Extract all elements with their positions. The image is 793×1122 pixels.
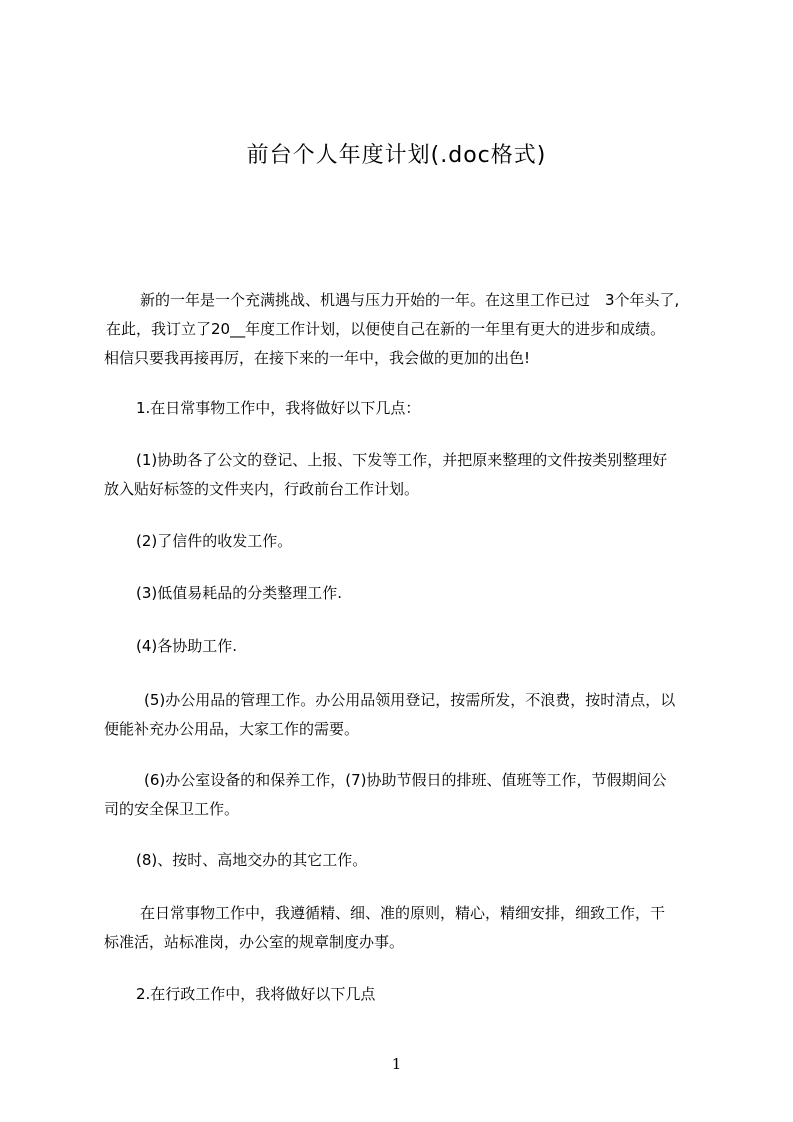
paragraph-line: (2)了信件的收发工作。 <box>136 532 293 550</box>
paragraph-line: 司的安全保卫工作。 <box>104 800 240 818</box>
paragraph-item-6-7 <box>104 766 708 824</box>
paragraph-summary <box>104 899 708 957</box>
section-heading-2 <box>104 980 708 1009</box>
paragraph-line: (3)低值易耗品的分类整理工作. <box>136 584 343 602</box>
section-heading-1 <box>104 394 708 423</box>
paragraph-line: 相信只要我再接再厉，在接下来的一年中，我会做的更加的出色! <box>104 349 531 367</box>
paragraph-line: 在此，我订立了20__年度工作计划，以便使自己在新的一年里有更大的进步和成绩。 <box>106 320 666 338</box>
paragraph-line: 2.在行政工作中，我将做好以下几点 <box>136 985 376 1003</box>
paragraph-item-8 <box>104 846 708 875</box>
paragraph-line: (8)、按时、高地交办的其它工作。 <box>136 851 368 869</box>
page-number: 1 <box>391 1055 402 1073</box>
paragraph-line: 1.在日常事物工作中，我将做好以下几点： <box>136 399 421 417</box>
paragraph-item-1 <box>104 446 708 504</box>
paragraph-line: 新的一年是一个充满挑战、机遇与压力开始的一年。在这里工作已过 3个年头了, <box>140 291 680 309</box>
paragraph-item-4 <box>104 632 708 661</box>
paragraph-intro <box>104 286 708 373</box>
paragraph-item-5 <box>104 686 708 744</box>
paragraph-line: (1)协助各了公文的登记、上报、下发等工作，并把原来整理的文件按类别整理好 <box>136 451 668 469</box>
paragraph-item-3 <box>104 579 708 608</box>
paragraph-line: (6)办公室设备的和保养工作，(7)协助节假日的排班、值班等工作，节假期间公 <box>144 771 667 789</box>
paragraph-line: (4)各协助工作. <box>136 637 238 655</box>
paragraph-line: 标准活，站标准岗，办公室的规章制度办事。 <box>104 933 405 951</box>
paragraph-item-2 <box>104 527 708 556</box>
document-title: 前台个人年度计划(.doc格式) <box>246 143 547 168</box>
paragraph-line: (5)办公用品的管理工作。办公用品领用登记，按需所发，不浪费，按时清点，以 <box>144 691 676 709</box>
paragraph-line: 放入贴好标签的文件夹内，行政前台工作计划。 <box>104 480 420 498</box>
paragraph-line: 在日常事物工作中，我遵循精、细、准的原则，精心，精细安排，细致工作，干 <box>140 904 666 922</box>
paragraph-line: 便能补充办公用品，大家工作的需要。 <box>104 720 360 738</box>
